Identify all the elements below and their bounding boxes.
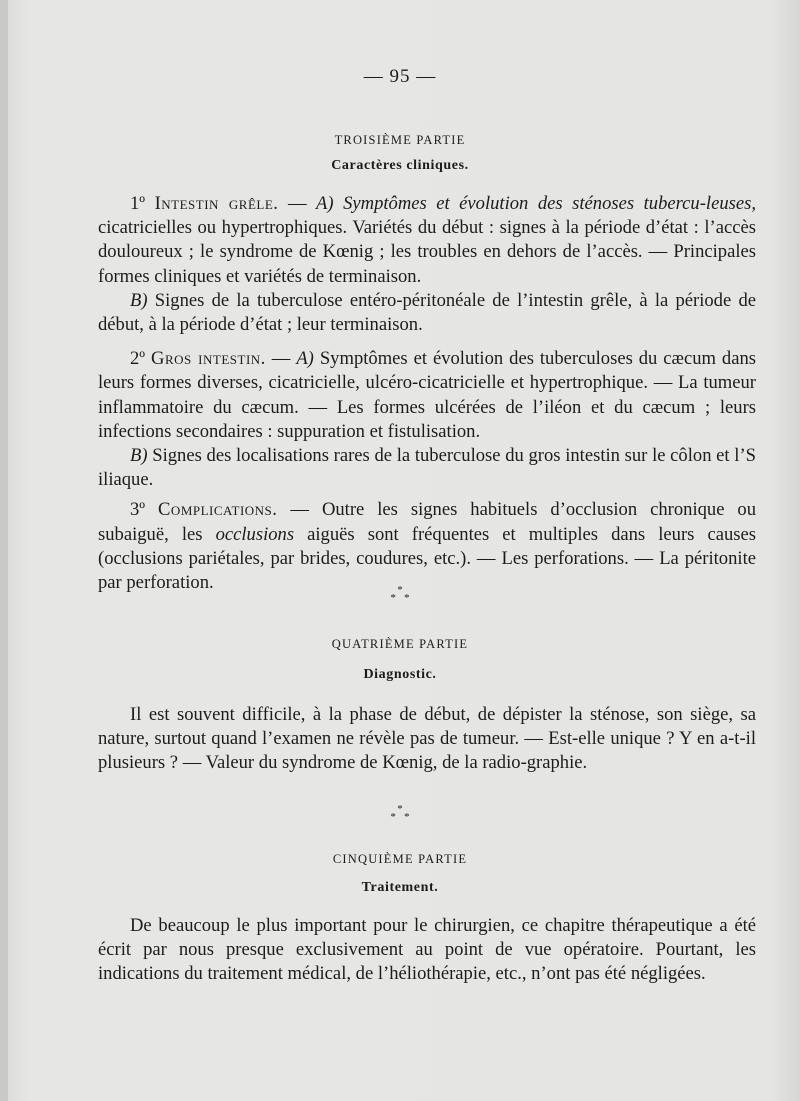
italic-text: occlusions <box>215 523 295 545</box>
separator-star-left: * <box>390 592 396 604</box>
paragraph-number: 2º <box>130 348 152 370</box>
paragraph-text: Signes des localisations rares de la tuberculose du gros intestin sur le côlon et l’S iliaque. <box>98 445 756 491</box>
separator-star-top: * <box>397 584 403 596</box>
separator-star-right: * <box>404 811 410 823</box>
dash: — <box>278 193 317 214</box>
separator-star-right: * <box>404 592 410 604</box>
part-4-body <box>98 703 756 776</box>
italic-text: B) <box>130 445 148 467</box>
paragraph-text: Symptômes et évolution des tuberculoses du cæcum dans leurs formes diverses, cicatricielle, ulcéro-cicatricielle et hypertrophique. — La tumeur inflammatoire du cæcum. — Les formes ulcérées de l’iléon et du cæcum ; leurs infections secondaires : suppuration et fistulisation. <box>98 348 756 442</box>
separator-stars-2 <box>0 805 800 821</box>
paragraph-text: Signes de la tuberculose entéro-péritonéale de l’intestin grêle, à la période de début, à la période d’état ; leur terminaison. <box>98 289 756 336</box>
paragraph-complications <box>98 498 756 595</box>
dash: — <box>265 348 297 370</box>
paragraph-number: 1º <box>130 193 155 214</box>
paragraph-text: cicatricielles ou hypertrophiques. Variétés du début : signes à la période d’état : l’accès douloureux ; le syndrome de Kœnig ; les troubles en dehors de l’accès. — Principales formes cliniques et variétés de terminaison. <box>98 217 756 287</box>
paragraph-treatment: De beaucoup le plus important pour le chirurgien, ce chapitre thérapeutique a été écrit par nous presque exclusivement au point de vue opératoire. Pourtant, les indications du traitement médical, de l’héliothérapie, etc., n’ont pas été négligées. <box>98 915 756 985</box>
paragraph-lead: Intestin grêle. <box>154 193 279 214</box>
paragraph-number: 3º <box>130 499 159 521</box>
paragraph-large-intestine <box>98 347 756 444</box>
italic-text: A) <box>296 348 314 370</box>
separator-star-top: * <box>397 803 403 815</box>
paragraph-small-intestine-b <box>98 289 756 337</box>
paragraph-small-intestine <box>98 192 756 289</box>
part-4-subtitle: Diagnostic. <box>363 667 437 682</box>
italic-text: B) <box>130 289 148 311</box>
italic-text: A) Symptômes et évolution des sténoses tubercu-leuses, <box>316 193 756 214</box>
separator-star-row <box>0 813 800 821</box>
part-3-subtitle: Caractères cliniques. <box>331 158 469 173</box>
part-3-title: TROISIÈME PARTIE <box>334 133 466 147</box>
part-5-title: CINQUIÈME PARTIE <box>332 852 468 866</box>
part-4-title: QUATRIÈME PARTIE <box>331 637 469 651</box>
separator-star-left: * <box>390 811 396 823</box>
paragraph-large-intestine-b <box>98 444 756 492</box>
dash: — <box>277 499 322 521</box>
part-5-subtitle: Traitement. <box>361 880 439 895</box>
separator-star-row <box>0 594 800 602</box>
page-number: — 95 — <box>363 66 437 87</box>
paragraph-diagnostic: Il est souvent difficile, à la phase de début, de dépister la sténose, son siège, sa nature, surtout quand l’examen ne révèle pas de tumeur. — Est-elle unique ? Y en a-t-il plusieurs ? — Valeur du syndrome de Kœnig, de la radio-graphie. <box>98 704 756 774</box>
paragraph-text: Outre les signes habituels d’occlusion chronique ou subaiguë, les <box>98 499 757 545</box>
paragraph-lead: Complications. <box>158 499 278 521</box>
part-5-body <box>98 914 756 987</box>
part-3-body <box>98 192 756 595</box>
paragraph-lead: Gros intestin. <box>151 348 266 370</box>
separator-stars <box>0 586 800 602</box>
paragraph-text: aiguës sont fréquentes et multiples dans leurs causes (occlusions pariétales, par brides, coudures, etc.). — Les perforations. — La péritonite par perforation. <box>98 523 756 594</box>
